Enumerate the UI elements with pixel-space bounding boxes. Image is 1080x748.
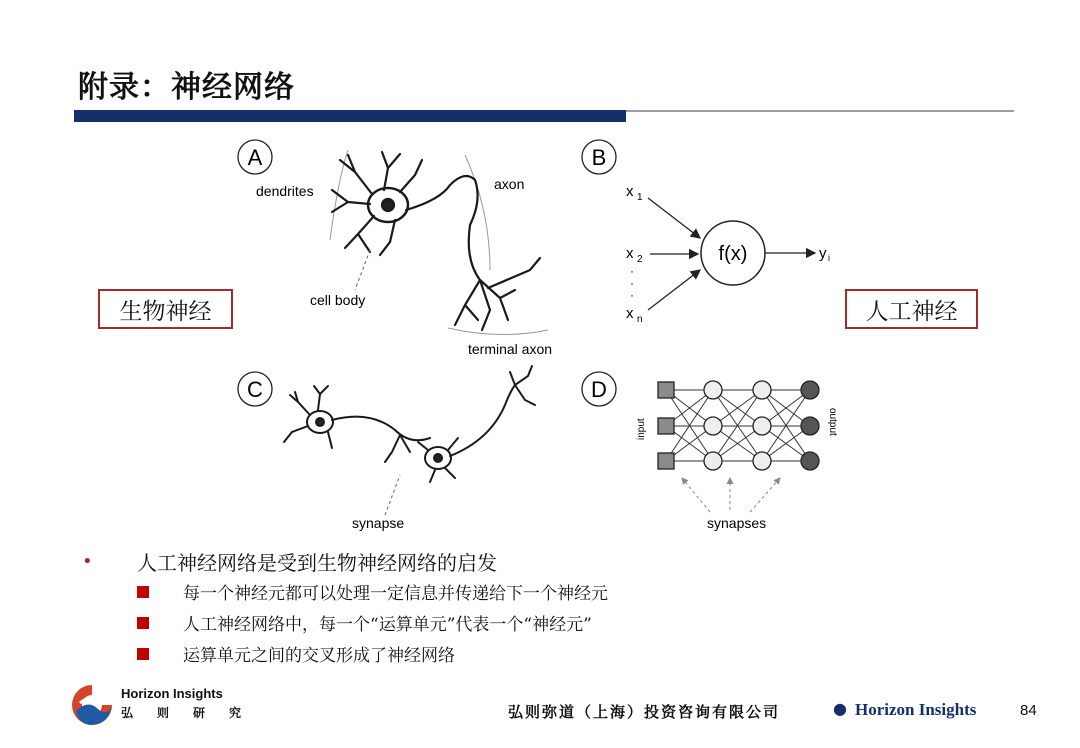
square-bullet-icon <box>137 617 149 629</box>
hidden-node <box>753 452 771 470</box>
brand-name-cn: 弘则研究 <box>121 706 266 720</box>
square-bullet-icon <box>137 648 149 660</box>
title-rule-gray <box>626 110 1014 112</box>
horizon-logo-icon <box>68 681 116 729</box>
cell-body-pointer <box>355 250 370 290</box>
label-synapse: synapse <box>352 515 405 531</box>
arrow-xn <box>648 270 700 310</box>
output-node <box>801 417 819 435</box>
label-axon: axon <box>494 176 525 192</box>
bullet-list <box>80 546 980 669</box>
bullet-sub-text: 运算单元之间的交叉形成了神经网络 <box>183 646 455 666</box>
arrow-x1 <box>648 198 700 238</box>
activation-func: f(x) <box>718 243 748 265</box>
brand-name-right: Horizon Insights <box>855 700 977 719</box>
bracket-terminal <box>448 328 548 335</box>
label-terminal-axon: terminal axon <box>468 341 553 357</box>
page-number: 84 <box>1020 702 1037 719</box>
panel-d-letter: D <box>591 377 607 402</box>
panel-c <box>238 366 535 531</box>
output-node <box>801 381 819 399</box>
label-input: input <box>636 418 647 440</box>
bullet-sub <box>80 576 980 607</box>
bullet-dot-icon: • <box>82 550 93 572</box>
bullet-sub-text: 人工神经网络中，每一个“运算单元”代表一个“神经元” <box>183 615 592 635</box>
hidden-node <box>753 381 771 399</box>
label-synapses: synapses <box>707 515 767 531</box>
input-xn: x <box>626 305 634 322</box>
neural-network-figure <box>70 130 1010 540</box>
input-node <box>658 453 674 469</box>
hidden-node <box>753 417 771 435</box>
input-x1: x <box>626 183 634 200</box>
hidden-node <box>704 381 722 399</box>
synapse-arrow-1 <box>682 478 710 512</box>
hidden-node <box>704 452 722 470</box>
panel-a <box>238 140 552 357</box>
bullet-main <box>80 546 980 576</box>
input-ellipsis-3: · <box>630 288 634 302</box>
panel-b-letter: B <box>591 145 607 170</box>
output-node <box>801 452 819 470</box>
panel-c-letter: C <box>247 377 263 402</box>
hidden-node <box>704 417 722 435</box>
network-edges <box>666 390 810 461</box>
page-title: 附录：神经网络 <box>78 70 295 105</box>
input-x2: x <box>626 245 634 262</box>
panel-b <box>582 140 830 325</box>
bullet-main-text: 人工神经网络是受到生物神经网络的启发 <box>137 550 497 575</box>
synapse-pointer <box>385 475 400 515</box>
output-y: y <box>819 245 827 262</box>
brand-name-en: Horizon Insights <box>121 686 223 701</box>
label-output: output <box>827 408 838 436</box>
bullet-sub-text: 每一个神经元都可以处理一定信息并传递给下一个神经元 <box>183 584 608 604</box>
label-cell-body: cell body <box>310 292 366 308</box>
company-name: 弘则弥道（上海）投资咨询有限公司 <box>508 703 781 721</box>
bullet-sub <box>80 638 980 669</box>
input-x1-sub: 1 <box>637 192 643 203</box>
tag-biological: 生物神经 <box>98 289 233 329</box>
input-ellipsis: · <box>630 264 634 278</box>
title-rule-blue <box>74 110 626 122</box>
panel-d <box>582 372 838 531</box>
bullet-sub <box>80 607 980 638</box>
input-xn-sub: n <box>637 314 643 325</box>
square-bullet-icon <box>137 586 149 598</box>
synapse-arrow-3 <box>750 478 780 512</box>
input-ellipsis-2: · <box>630 276 634 290</box>
neuron-chain-drawing <box>284 366 535 482</box>
tag-artificial: 人工神经 <box>845 289 978 329</box>
footer-separator-icon: ● <box>833 699 847 718</box>
output-y-sub: i <box>828 253 830 263</box>
input-node <box>658 418 674 434</box>
label-dendrites: dendrites <box>256 183 314 199</box>
panel-a-letter: A <box>247 145 263 170</box>
input-node <box>658 382 674 398</box>
input-x2-sub: 2 <box>637 254 643 265</box>
